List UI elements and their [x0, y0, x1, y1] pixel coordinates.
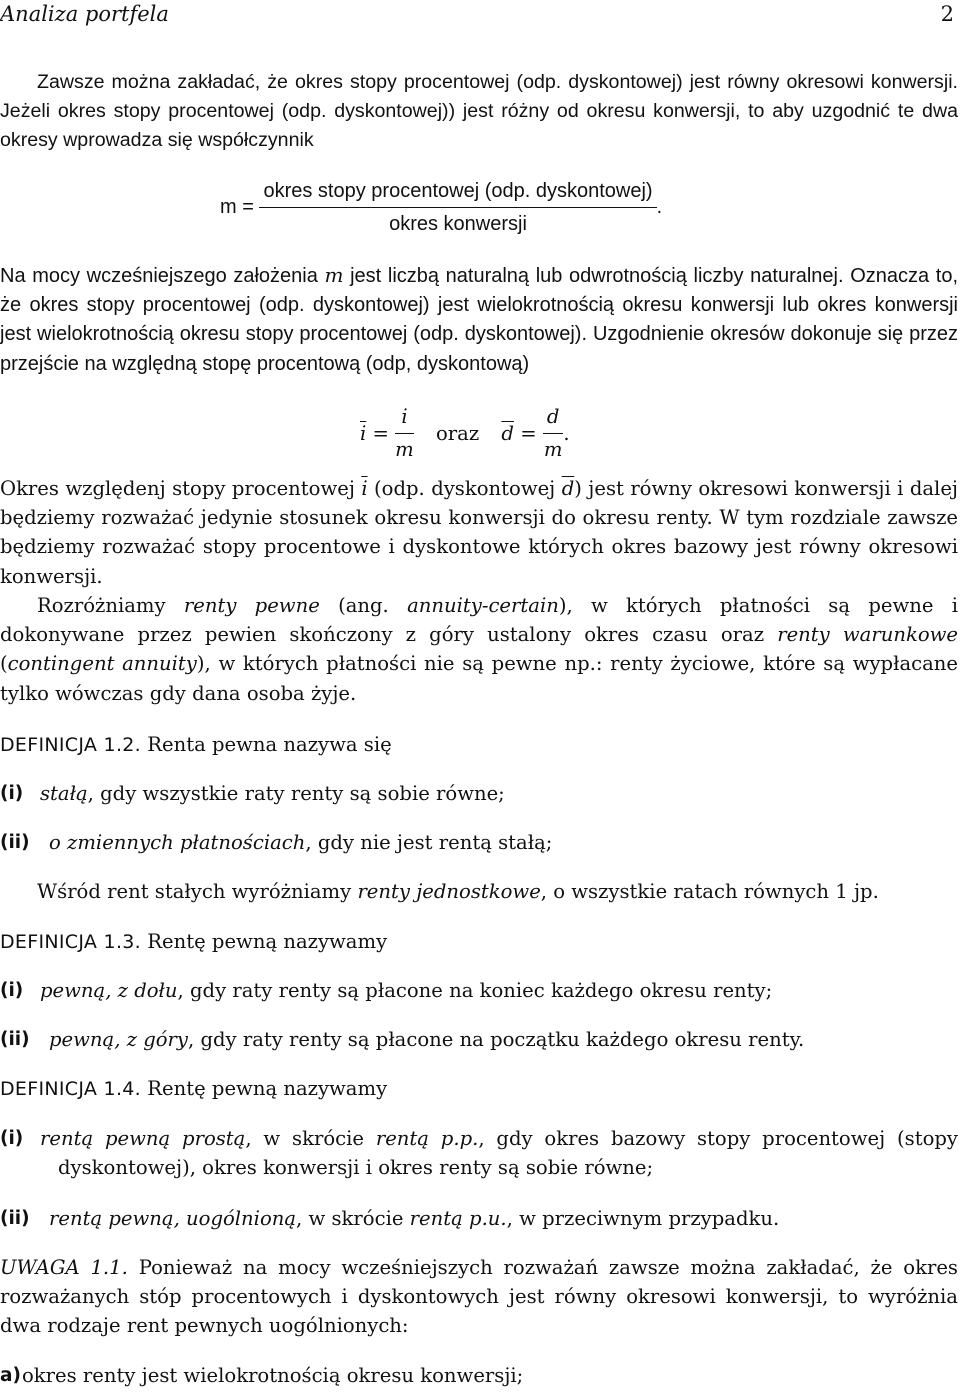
definition-1-4-heading: [0, 1074, 387, 1104]
definition-1-3-text: Rentę pewną nazywamy: [141, 930, 388, 953]
paragraph-relative-rate: [0, 261, 958, 379]
item-term: pewną, z dołu: [40, 979, 178, 1002]
paragraph-relative-rate-text-1: Na mocy wcześniejszego założenia: [0, 265, 325, 287]
item-text: [49, 1204, 958, 1233]
fraction-d-denominator: m: [543, 438, 563, 461]
paragraph-relative-period: [0, 474, 958, 591]
item-term: stałą: [40, 782, 88, 805]
fraction-i-numerator: i: [395, 404, 414, 434]
item-text: okres renty jest wielokrotnością okresu konwersji;: [22, 1364, 524, 1387]
annuity-types-text-3: ), w których płatności są pewne i dokonywane przez pewien skończony z góry ustalony okres czasu oraz: [0, 594, 958, 647]
definition-1-4-text: Rentę pewną nazywamy: [141, 1077, 388, 1100]
item-marker: (i): [0, 980, 24, 1001]
definition-1-4-label: DEFINICJA 1.4.: [0, 1078, 142, 1100]
equation-m-numerator: okres stopy procentowej (odp. dyskontowej): [259, 178, 656, 208]
annuity-types-text-1: Rozróżniamy: [37, 594, 184, 617]
ibar-symbol: $\overline{i}$: [360, 422, 367, 445]
item-rest: , gdy raty renty są płacone na koniec każdego okresu renty;: [177, 979, 773, 1002]
fraction-i-denominator: m: [395, 438, 414, 461]
fraction-d-numerator: d: [543, 404, 564, 434]
item-rest: , w przeciwnym przypadku.: [506, 1207, 780, 1230]
item-text: [40, 976, 958, 1005]
paragraph-relative-rate-text-2: jest liczbą naturalną lub odwrotnością liczby naturalnej. Oznacza to, że okres stopy procentowej (odp. dyskontowej) jest wielokrotnością okresu konwersji lub okres konwersji jest wielokrotnością okresu stopy procentowej (odp. dyskontowej). Uzgodnienie okresów dokonuje się przez przejście na względną stopę procentową (odp, dyskontową): [0, 265, 959, 375]
header-title: Analiza portfela: [0, 2, 169, 26]
item-rest: , gdy raty renty są płacone na początku każdego okresu renty.: [188, 1028, 805, 1051]
equation-relative-rates-end: .: [563, 422, 570, 445]
item-term: rentą pewną, uogólnioną: [49, 1207, 297, 1230]
term-contingent-annuity: contingent annuity: [7, 652, 197, 676]
page-number: 2: [940, 2, 954, 26]
annuity-types-text-4: (: [0, 652, 8, 676]
paragraph-relative-period-text-3: ) jest równy okresowi konwersji i dalej będziemy rozważać jedynie stosunek okresu konwersji do okresu renty. W tym rozdziale zawsze będziemy rozważać stopy procentowe i dyskontowe których okres bazowy jest równy okresowi konwersji.: [0, 477, 958, 588]
definition-1-2-label: DEFINICJA 1.2.: [0, 734, 142, 756]
equation-m-lhs: m =: [220, 196, 254, 218]
fraction-d-over-m: [543, 404, 564, 463]
remark-1-1-text: Ponieważ na mocy wcześniejszych rozważań zawsze można zakładać, że okres rozważanych stóp procentowych i dyskontowych jest równy okresowi konwersji, to wyróżnia dwa rodzaje rent pewnych uogólnionych:: [0, 1256, 958, 1338]
definition-1-2-text: Renta pewna nazywa się: [141, 733, 392, 756]
dbar-inline: $\overline{d}$: [561, 477, 575, 500]
item-abbrev: rentą p.p.: [375, 1127, 479, 1150]
item-rest: , gdy wszystkie raty renty są sobie równe;: [87, 782, 505, 805]
definition-1-4-item-i: [0, 1124, 958, 1184]
equation-m-end: .: [656, 196, 663, 218]
term-annuity-certain: annuity-certain: [407, 594, 559, 617]
item-mid: , w skrócie: [245, 1127, 376, 1150]
term-renty-pewne: renty pewne: [183, 594, 320, 617]
equals-sign-1: =: [372, 422, 389, 445]
dbar-symbol: $\overline{d}$: [501, 422, 514, 445]
definition-1-2-heading: [0, 730, 392, 760]
item-text: [40, 1124, 958, 1182]
item-marker: (ii): [0, 1208, 30, 1229]
item-rest: , gdy okres bazowy stopy procentowej (stopy dyskontowej), okres konwersji i okres renty są sobie równe;: [58, 1127, 958, 1180]
remark-1-1-label: UWAGA 1.1.: [0, 1256, 128, 1279]
item-marker: (ii): [0, 1029, 30, 1050]
annuity-types-text-2: (ang.: [319, 594, 408, 617]
paragraph-unit-annuities: [0, 877, 958, 906]
item-mid: , w skrócie: [296, 1207, 410, 1230]
oraz-word: oraz: [436, 422, 480, 445]
item-marker: (i): [0, 1128, 24, 1149]
paragraph-annuity-types: [0, 591, 958, 708]
term-renty-warunkowe: renty warunkowe: [777, 623, 958, 647]
item-marker: (ii): [0, 832, 30, 853]
variable-m: m: [324, 263, 344, 287]
term-renty-jednostkowe: renty jednostkowe: [357, 880, 541, 903]
item-text: [49, 1025, 958, 1054]
definition-1-3-label: DEFINICJA 1.3.: [0, 931, 142, 953]
equation-m: [220, 178, 662, 237]
item-text: [40, 779, 958, 808]
paragraph-relative-period-text-2: (odp. dyskontowej: [367, 477, 562, 500]
item-abbrev: rentą p.u.: [409, 1207, 507, 1230]
definition-1-3-heading: [0, 927, 387, 957]
remark-1-1: [0, 1253, 958, 1341]
unit-annuities-text-2: , o wszystkie ratach równych 1 jp.: [540, 880, 879, 903]
item-marker: a): [0, 1365, 21, 1386]
equation-m-fraction: [259, 178, 656, 237]
fraction-i-over-m: [395, 404, 414, 463]
annuity-types-text-5: ), w których płatności nie są pewne np.: renty życiowe, które są wypłacane tylko wówczas gdy dana osoba żyje.: [0, 652, 959, 705]
item-term: rentą pewną prostą: [40, 1127, 246, 1150]
paragraph-relative-period-text-1: Okres względenj stopy procentowej: [0, 477, 362, 500]
running-header: [0, 2, 960, 28]
item-marker: (i): [0, 783, 24, 804]
paragraph-conversion-period: Zawsze można zakładać, że okres stopy procentowej (odp. dyskontowej) jest równy okresowi konwersji. Jeżeli okres stopy procentowej (odp. dyskontowej)) jest różny od okresu konwersji, to aby uzgodnić te dwa okresy wprowadza się współczynnik: [0, 71, 958, 152]
item-term: pewną, z góry: [49, 1028, 188, 1051]
unit-annuities-text-1: Wśród rent stałych wyróżniamy: [37, 880, 358, 903]
equals-sign-2: =: [520, 422, 537, 445]
ibar-inline: $\overline{i}$: [361, 477, 368, 500]
equation-m-denominator: okres konwersji: [389, 213, 527, 235]
item-rest: , gdy nie jest rentą stałą;: [305, 831, 553, 854]
equation-relative-rates: [360, 404, 570, 463]
item-text: [49, 828, 958, 857]
item-term: o zmiennych płatnościach: [49, 831, 306, 854]
